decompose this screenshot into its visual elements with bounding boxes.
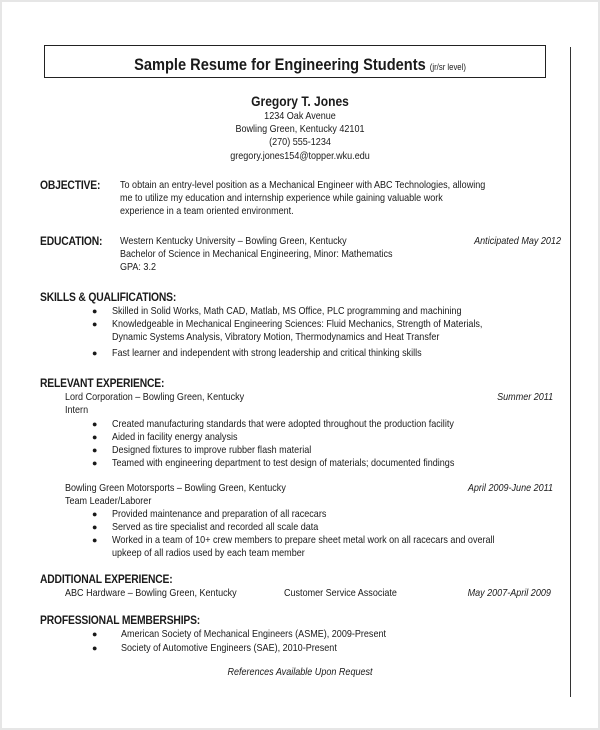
objective-line: To obtain an entry-level position as a Mechanical Engineer with ABC Technologies, allowing — [120, 179, 486, 191]
additional-heading: ADDITIONAL EXPERIENCE: — [40, 572, 173, 586]
membership-item: American Society of Mechanical Engineers (ASME), 2009-Present — [121, 628, 387, 640]
relevant-heading: RELEVANT EXPERIENCE: — [40, 376, 165, 390]
memberships-heading: PROFESSIONAL MEMBERSHIPS: — [40, 613, 201, 627]
additional-role: Customer Service Associate — [284, 587, 397, 599]
city: Bowling Green, Kentucky 42101 — [235, 123, 365, 135]
education-school: Western Kentucky University – Bowling Green, Kentucky — [120, 235, 347, 247]
job-employer: Lord Corporation – Bowling Green, Kentucky — [65, 391, 245, 403]
job-duty: Teamed with engineering department to test design of materials; documented findings — [112, 457, 455, 469]
objective-line: me to utilize my education and internship experience while gaining valuable work — [120, 192, 443, 204]
job-duty-cont: upkeep of all radios used by each team member — [112, 547, 305, 559]
education-heading: EDUCATION: — [40, 234, 103, 248]
references-note: References Available Upon Request — [227, 666, 373, 678]
bullet-icon: ● — [92, 629, 98, 639]
bullet-icon: ● — [92, 509, 98, 519]
bullet-icon: ● — [92, 432, 98, 442]
job-duty: Designed fixtures to improve rubber flash material — [112, 444, 312, 456]
objective-heading: OBJECTIVE: — [40, 178, 101, 192]
job-employer: Bowling Green Motorsports – Bowling Green, Kentucky — [65, 482, 286, 494]
street: 1234 Oak Avenue — [264, 110, 336, 122]
bullet-icon: ● — [92, 535, 98, 545]
job-duty: Created manufacturing standards that were adopted throughout the production facility — [112, 418, 454, 430]
bullet-icon: ● — [92, 348, 98, 358]
bullet-icon: ● — [92, 319, 98, 329]
objective-line: experience in a team oriented environment. — [120, 205, 294, 217]
job-duty: Worked in a team of 10+ crew members to prepare sheet metal work on all racecars and overall — [112, 534, 495, 546]
membership-item: Society of Automotive Engineers (SAE), 2010-Present — [121, 642, 337, 654]
education-date: Anticipated May 2012 — [474, 235, 561, 247]
skills-heading: SKILLS & QUALIFICATIONS: — [40, 290, 177, 304]
job-duty: Served as tire specialist and recorded all scale data — [112, 521, 319, 533]
bullet-icon: ● — [92, 419, 98, 429]
resume-title: Sample Resume for Engineering Students (jr/sr level) — [134, 55, 466, 74]
education-degree: Bachelor of Science in Mechanical Engineering, Minor: Mathematics — [120, 248, 393, 260]
job-role: Intern — [65, 404, 89, 416]
candidate-name: Gregory T. Jones — [251, 93, 349, 109]
skill-item: Knowledgeable in Mechanical Engineering Sciences: Fluid Mechanics, Strength of Materials, — [112, 318, 483, 330]
job-date: April 2009-June 2011 — [467, 482, 553, 494]
additional-employer: ABC Hardware – Bowling Green, Kentucky — [65, 587, 237, 599]
phone: (270) 555-1234 — [269, 136, 331, 148]
bullet-icon: ● — [92, 643, 98, 653]
job-date: Summer 2011 — [496, 391, 553, 403]
page-edge-line — [570, 47, 571, 697]
skill-item: Skilled in Solid Works, Math CAD, Matlab, MS Office, PLC programming and machining — [112, 305, 462, 317]
education-gpa: GPA: 3.2 — [120, 261, 156, 273]
bullet-icon: ● — [92, 445, 98, 455]
skill-item: Fast learner and independent with strong leadership and critical thinking skills — [112, 347, 422, 359]
job-role: Team Leader/Laborer — [65, 495, 152, 507]
email: gregory.jones154@topper.wku.edu — [230, 150, 370, 162]
job-duty: Provided maintenance and preparation of all racecars — [112, 508, 327, 520]
bullet-icon: ● — [92, 306, 98, 316]
job-duty: Aided in facility energy analysis — [112, 431, 238, 443]
additional-date: May 2007-April 2009 — [467, 587, 551, 599]
skill-item-cont: Dynamic Systems Analysis, Vibratory Motion, Thermodynamics and Heat Transfer — [112, 331, 440, 343]
bullet-icon: ● — [92, 458, 98, 468]
bullet-icon: ● — [92, 522, 98, 532]
